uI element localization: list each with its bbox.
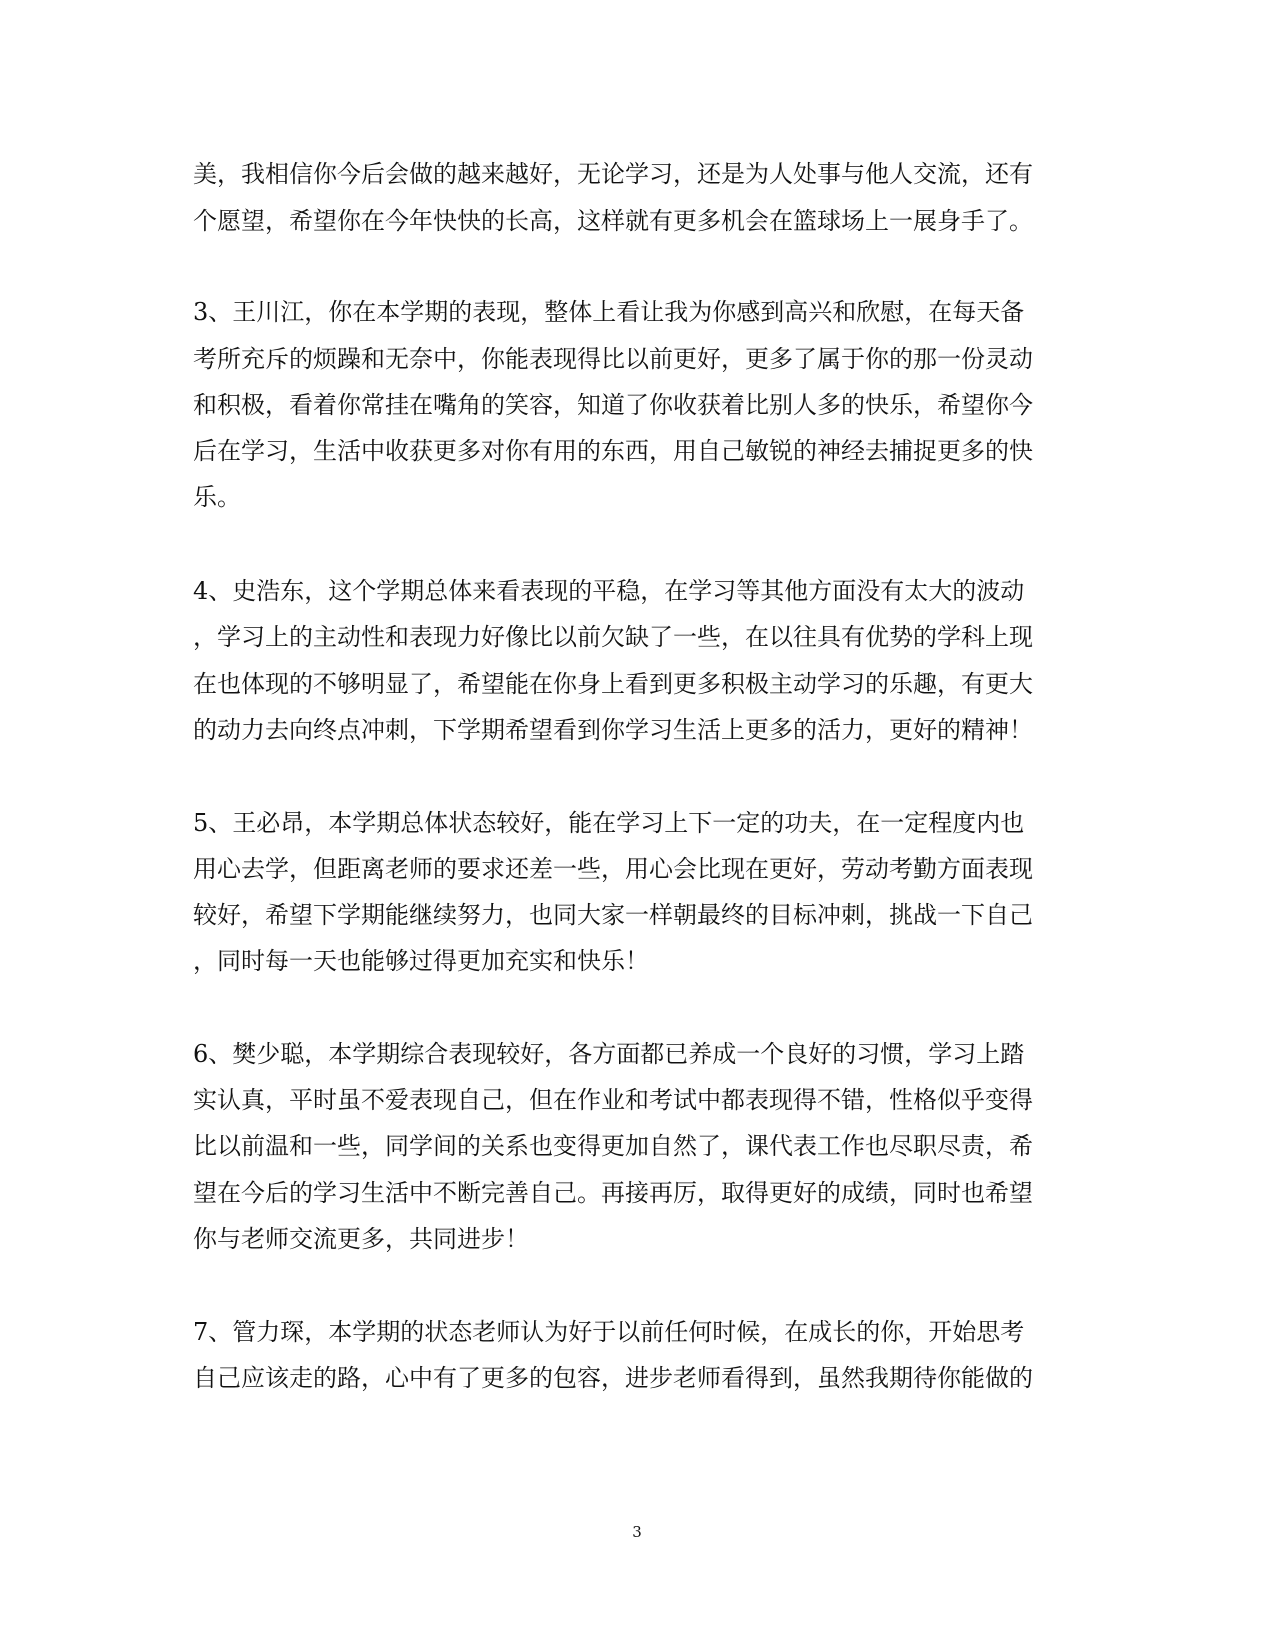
text-line: ，同时每一天也能够过得更加充实和快乐！ <box>193 947 649 975</box>
text-line: 比以前温和一些，同学间的关系也变得更加自然了，课代表工作也尽职尽责，希 <box>193 1132 1033 1160</box>
text-line: 你与老师交流更多，共同进步！ <box>193 1225 529 1253</box>
text-line: 个愿望，希望你在今年快快的长高，这样就有更多机会在篮球场上一展身手了。 <box>193 207 1033 235</box>
text-line: 5、王必昂，本学期总体状态较好，能在学习上下一定的功夫，在一定程度内也 <box>193 809 1025 837</box>
text-line: 3、王川江，你在本学期的表现，整体上看让我为你感到高兴和欣慰，在每天备 <box>193 298 1025 326</box>
page-number: 3 <box>632 1523 642 1541</box>
text-line: 后在学习，生活中收获更多对你有用的东西，用自己敏锐的神经去捕捉更多的快 <box>193 437 1033 465</box>
text-line: 乐。 <box>193 483 241 511</box>
text-line: 7、管力琛，本学期的状态老师认为好于以前任何时候，在成长的你，开始思考 <box>193 1318 1025 1346</box>
text-line: 美，我相信你今后会做的越来越好，无论学习，还是为人处事与他人交流，还有 <box>193 160 1033 188</box>
text-line: 望在今后的学习生活中不断完善自己。再接再厉，取得更好的成绩，同时也希望 <box>193 1179 1033 1207</box>
text-line: 和积极，看着你常挂在嘴角的笑容，知道了你收获着比别人多的快乐，希望你今 <box>193 391 1033 419</box>
text-line: 4、史浩东，这个学期总体来看表现的平稳，在学习等其他方面没有太大的波动 <box>193 577 1025 605</box>
text-line: 考所充斥的烦躁和无奈中，你能表现得比以前更好，更多了属于你的那一份灵动 <box>193 345 1033 373</box>
text-line: 用心去学，但距离老师的要求还差一些，用心会比现在更好，劳动考勤方面表现 <box>193 855 1033 883</box>
text-line: 实认真，平时虽不爱表现自己，但在作业和考试中都表现得不错，性格似乎变得 <box>193 1086 1033 1114</box>
text-line: 在也体现的不够明显了，希望能在你身上看到更多积极主动学习的乐趣，有更大 <box>193 670 1033 698</box>
text-line: ，学习上的主动性和表现力好像比以前欠缺了一些，在以往具有优势的学科上现 <box>193 623 1033 651</box>
text-line: 6、樊少聪，本学期综合表现较好，各方面都已养成一个良好的习惯，学习上踏 <box>193 1040 1025 1068</box>
text-line: 自己应该走的路，心中有了更多的包容，进步老师看得到，虽然我期待你能做的 <box>193 1364 1033 1392</box>
text-line: 的动力去向终点冲刺，下学期希望看到你学习生活上更多的活力，更好的精神！ <box>193 716 1033 744</box>
text-line: 较好，希望下学期能继续努力，也同大家一样朝最终的目标冲刺，挑战一下自己 <box>193 901 1033 929</box>
